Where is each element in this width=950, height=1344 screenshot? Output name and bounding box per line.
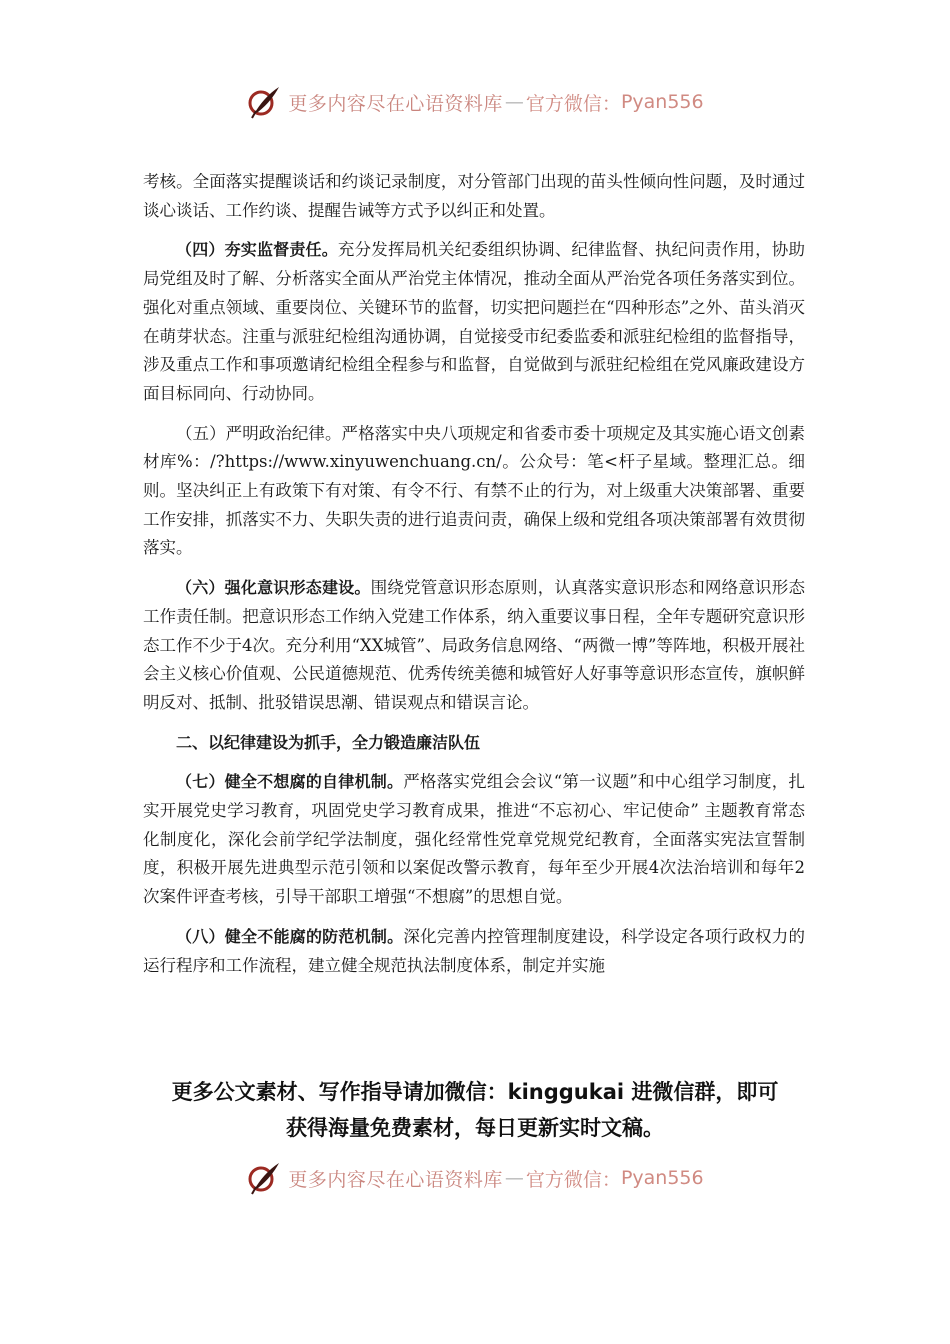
paragraph-text: 充分发挥局机关纪委组织协调、纪律监督、执纪问责作用，协助局党组及时了解、分析落实全面从严治党主体情况，推动全面从严治党各项任务落实到位。强化对重点领域、重要岗位、关键环节的监督，切实把问题拦在“四种形态”之外、苗头消灭在萌芽状态。注重与派驻纪检组沟通协调，自觉接受市纪委监委和派驻纪检组的监督指导，涉及重点工作和事项邀请纪检组全程参与和监督，自觉做到与派驻纪检组在党风廉政建设方面目标同向、行动协同。 [143,240,805,403]
paragraph-text: 考核。全面落实提醒谈话和约谈记录制度，对分管部门出现的苗头性倾向性问题，及时通过谈心谈话、工作约谈、提醒告诫等方式予以纠正和处置。 [143,172,805,220]
quill-logo-icon [246,84,282,120]
paragraph-5 [143,420,805,564]
header-banner [0,84,950,120]
banner-separator: — [504,1167,524,1189]
paragraph-7 [143,768,805,912]
banner-text: 更多内容尽在心语资料库 [288,1168,503,1191]
paragraph-heading: （七）健全不想腐的自律机制。 [176,772,404,792]
paragraph-continuation [143,168,805,225]
paragraph-text: 细则。坚决纠正上有政策下有对策、有令不行、有禁不止的行为，对上级重大决策部署、重要工作安排，抓落实不力、失职失责的进行追责问责，确保上级和党组各项决策部署有效贯彻落实。 [143,452,805,558]
paragraph-text: 围绕党管意识形态原则，认真落实意识形态和网络意识形态工作责任制。把意识形态工作纳入党建工作体系，纳入重要议事日程，全年专题研究意识形态工作不少于4次。充分利用“XX城管”、局政务信息网络、“两微一博”等阵地，积极开展社会主义核心价值观、公民道德规范、优秀传统美德和城管好人好事等意识形态宣传，旗帜鲜明反对、抵制、批驳错误思潮、错误观点和错误言论。 [143,578,805,712]
document-body [143,168,805,991]
section-heading: 二、以纪律建设为抓手，全力锻造廉洁队伍 [176,732,481,752]
paragraph-heading: （八）健全不能腐的防范机制。 [176,926,404,946]
quill-logo-icon [246,1160,282,1196]
paragraph-6 [143,574,805,718]
banner-text: 更多内容尽在心语资料库 [288,92,503,115]
banner-wechat-id: Pyan556 [620,91,704,113]
promo-line-1: 更多公文素材、写作指导请加微信：kinggukai 进微信群，即可 [171,1080,779,1104]
paragraph-heading: （五）严明政治纪律。严格落实中央八项规定和省委市委十项规定及其实施心语文创素材库%：/?https://www.xinyuwenchuang.cn/。公众号：笔<杆子星域。整理汇总。 [143,423,805,472]
banner-wechat-id: Pyan556 [620,1167,704,1189]
banner-separator: — [504,91,524,113]
paragraph-text: 深化完善内控管理制度建设，科学设定各项行政权力的运行程序和工作流程，建立健全规范执法制度体系，制定并实施 [143,926,805,975]
banner-wechat-label: 官方微信： [525,1168,621,1191]
promo-line-2: 获得海量免费素材，每日更新实时文稿。 [286,1116,664,1140]
footer-banner [0,1160,950,1196]
banner-wechat-label: 官方微信： [525,92,621,115]
paragraph-heading: （六）强化意识形态建设。 [176,578,371,598]
promo-callout [0,1074,950,1146]
paragraph-heading: （四）夯实监督责任。 [176,240,338,260]
paragraph-text: 严格落实党组会会议“第一议题”和中心组学习制度，扎实开展党史学习教育，巩固党史学习教育成果，推进“不忘初心、牢记使命” 主题教育常态化制度化，深化会前学纪学法制度，强化经常性党章党规党纪教育，全面落实宪法宣誓制度，积极开展先进典型示范引领和以案促改警示教育，每年至少开展4次法治培训和每年2次案件评查考核，引导干部职工增强“不想腐”的思想自觉。 [143,772,805,907]
paragraph-8 [143,923,805,980]
paragraph-4 [143,236,805,408]
